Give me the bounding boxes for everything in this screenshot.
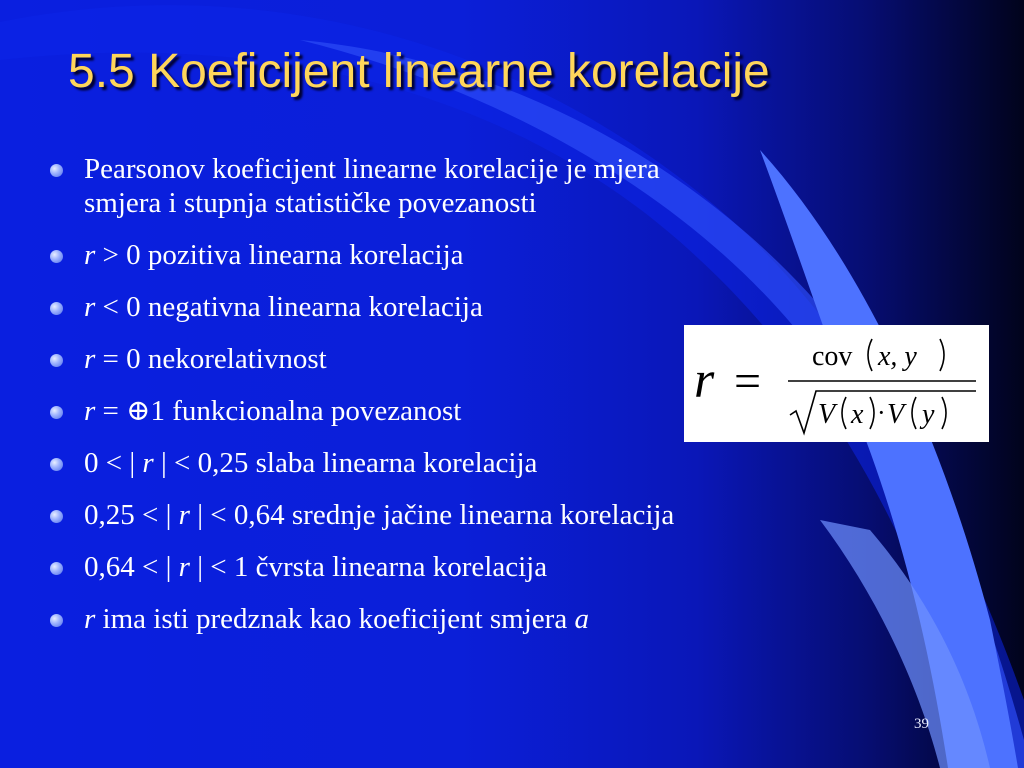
- paren-close: [940, 339, 944, 371]
- formula-v2: V: [887, 399, 905, 430]
- formula-dot: ·: [877, 398, 886, 427]
- bullet-dot-icon: [50, 458, 63, 471]
- bullet-list: [48, 152, 674, 654]
- bullet-item: [48, 238, 674, 272]
- bullet-item: [48, 290, 674, 324]
- bullet-text: 0,25 < |: [84, 499, 179, 531]
- formula-equals: =: [734, 355, 762, 408]
- variable-r: r: [84, 291, 96, 323]
- formula-cov: cov: [812, 341, 853, 372]
- bullet-dot-icon: [50, 354, 63, 367]
- bullet-text: =: [95, 395, 127, 427]
- variable-r: r: [84, 239, 96, 271]
- variable-r: r: [142, 447, 154, 479]
- bullet-text: smjera i stupnja statističke povezanosti: [84, 187, 537, 219]
- bullet-text: | < 0,64 srednje jačine linearna korelacija: [189, 499, 675, 531]
- variable-r: r: [84, 343, 96, 375]
- formula-cov-args: x, y: [878, 341, 917, 372]
- bullet-item: [48, 498, 674, 532]
- formula-y: y: [922, 399, 935, 430]
- bullet-item: [48, 446, 674, 480]
- bullet-dot-icon: [50, 302, 63, 315]
- slide-title: 5.5 Koeficijent linearne korelacije: [68, 45, 770, 98]
- bullet-text: = 0 nekorelativnost: [95, 343, 327, 375]
- bullet-text: Pearsonov koeficijent linearne korelacije je mjera: [84, 153, 660, 185]
- bullet-item: [48, 602, 674, 636]
- bullet-text: | < 1 čvrsta linearna korelacija: [189, 551, 548, 583]
- bullet-dot-icon: [50, 406, 63, 419]
- paren-close: [870, 397, 874, 429]
- bullet-text: > 0 pozitiva linearna korelacija: [95, 239, 464, 271]
- bullet-text: 0,64 < |: [84, 551, 179, 583]
- formula-lhs: r: [694, 352, 715, 409]
- variable-r: r: [84, 395, 96, 427]
- bullet-dot-icon: [50, 614, 63, 627]
- bullet-text: 0 < |: [84, 447, 143, 479]
- bullet-item: [48, 342, 674, 376]
- formula-x: x: [851, 399, 864, 430]
- paren-open: [912, 397, 916, 429]
- paren-close: [942, 397, 946, 429]
- bullet-item: [48, 394, 674, 428]
- bullet-text: < 0 negativna linearna korelacija: [95, 291, 483, 323]
- page-number: 39: [914, 716, 929, 732]
- bullet-text: | < 0,25 slaba linearna korelacija: [153, 447, 538, 479]
- correlation-formula: [684, 325, 989, 442]
- variable-r: r: [84, 603, 96, 635]
- correlation-formula-box: [684, 325, 989, 442]
- formula-v1: V: [818, 399, 836, 430]
- variable-a: a: [574, 603, 589, 635]
- bullet-item: [48, 152, 674, 220]
- bullet-dot-icon: [50, 250, 63, 263]
- plus-minus-symbol: ⊕: [126, 395, 151, 427]
- variable-r: r: [178, 499, 190, 531]
- bullet-text: 1 funkcionalna povezanost: [150, 395, 462, 427]
- bullet-dot-icon: [50, 510, 63, 523]
- bullet-dot-icon: [50, 164, 63, 177]
- paren-open: [868, 339, 872, 371]
- bullet-dot-icon: [50, 562, 63, 575]
- bullet-text: ima isti predznak kao koeficijent smjera: [95, 603, 575, 635]
- bullet-item: [48, 550, 674, 584]
- paren-open: [842, 397, 846, 429]
- variable-r: r: [178, 551, 190, 583]
